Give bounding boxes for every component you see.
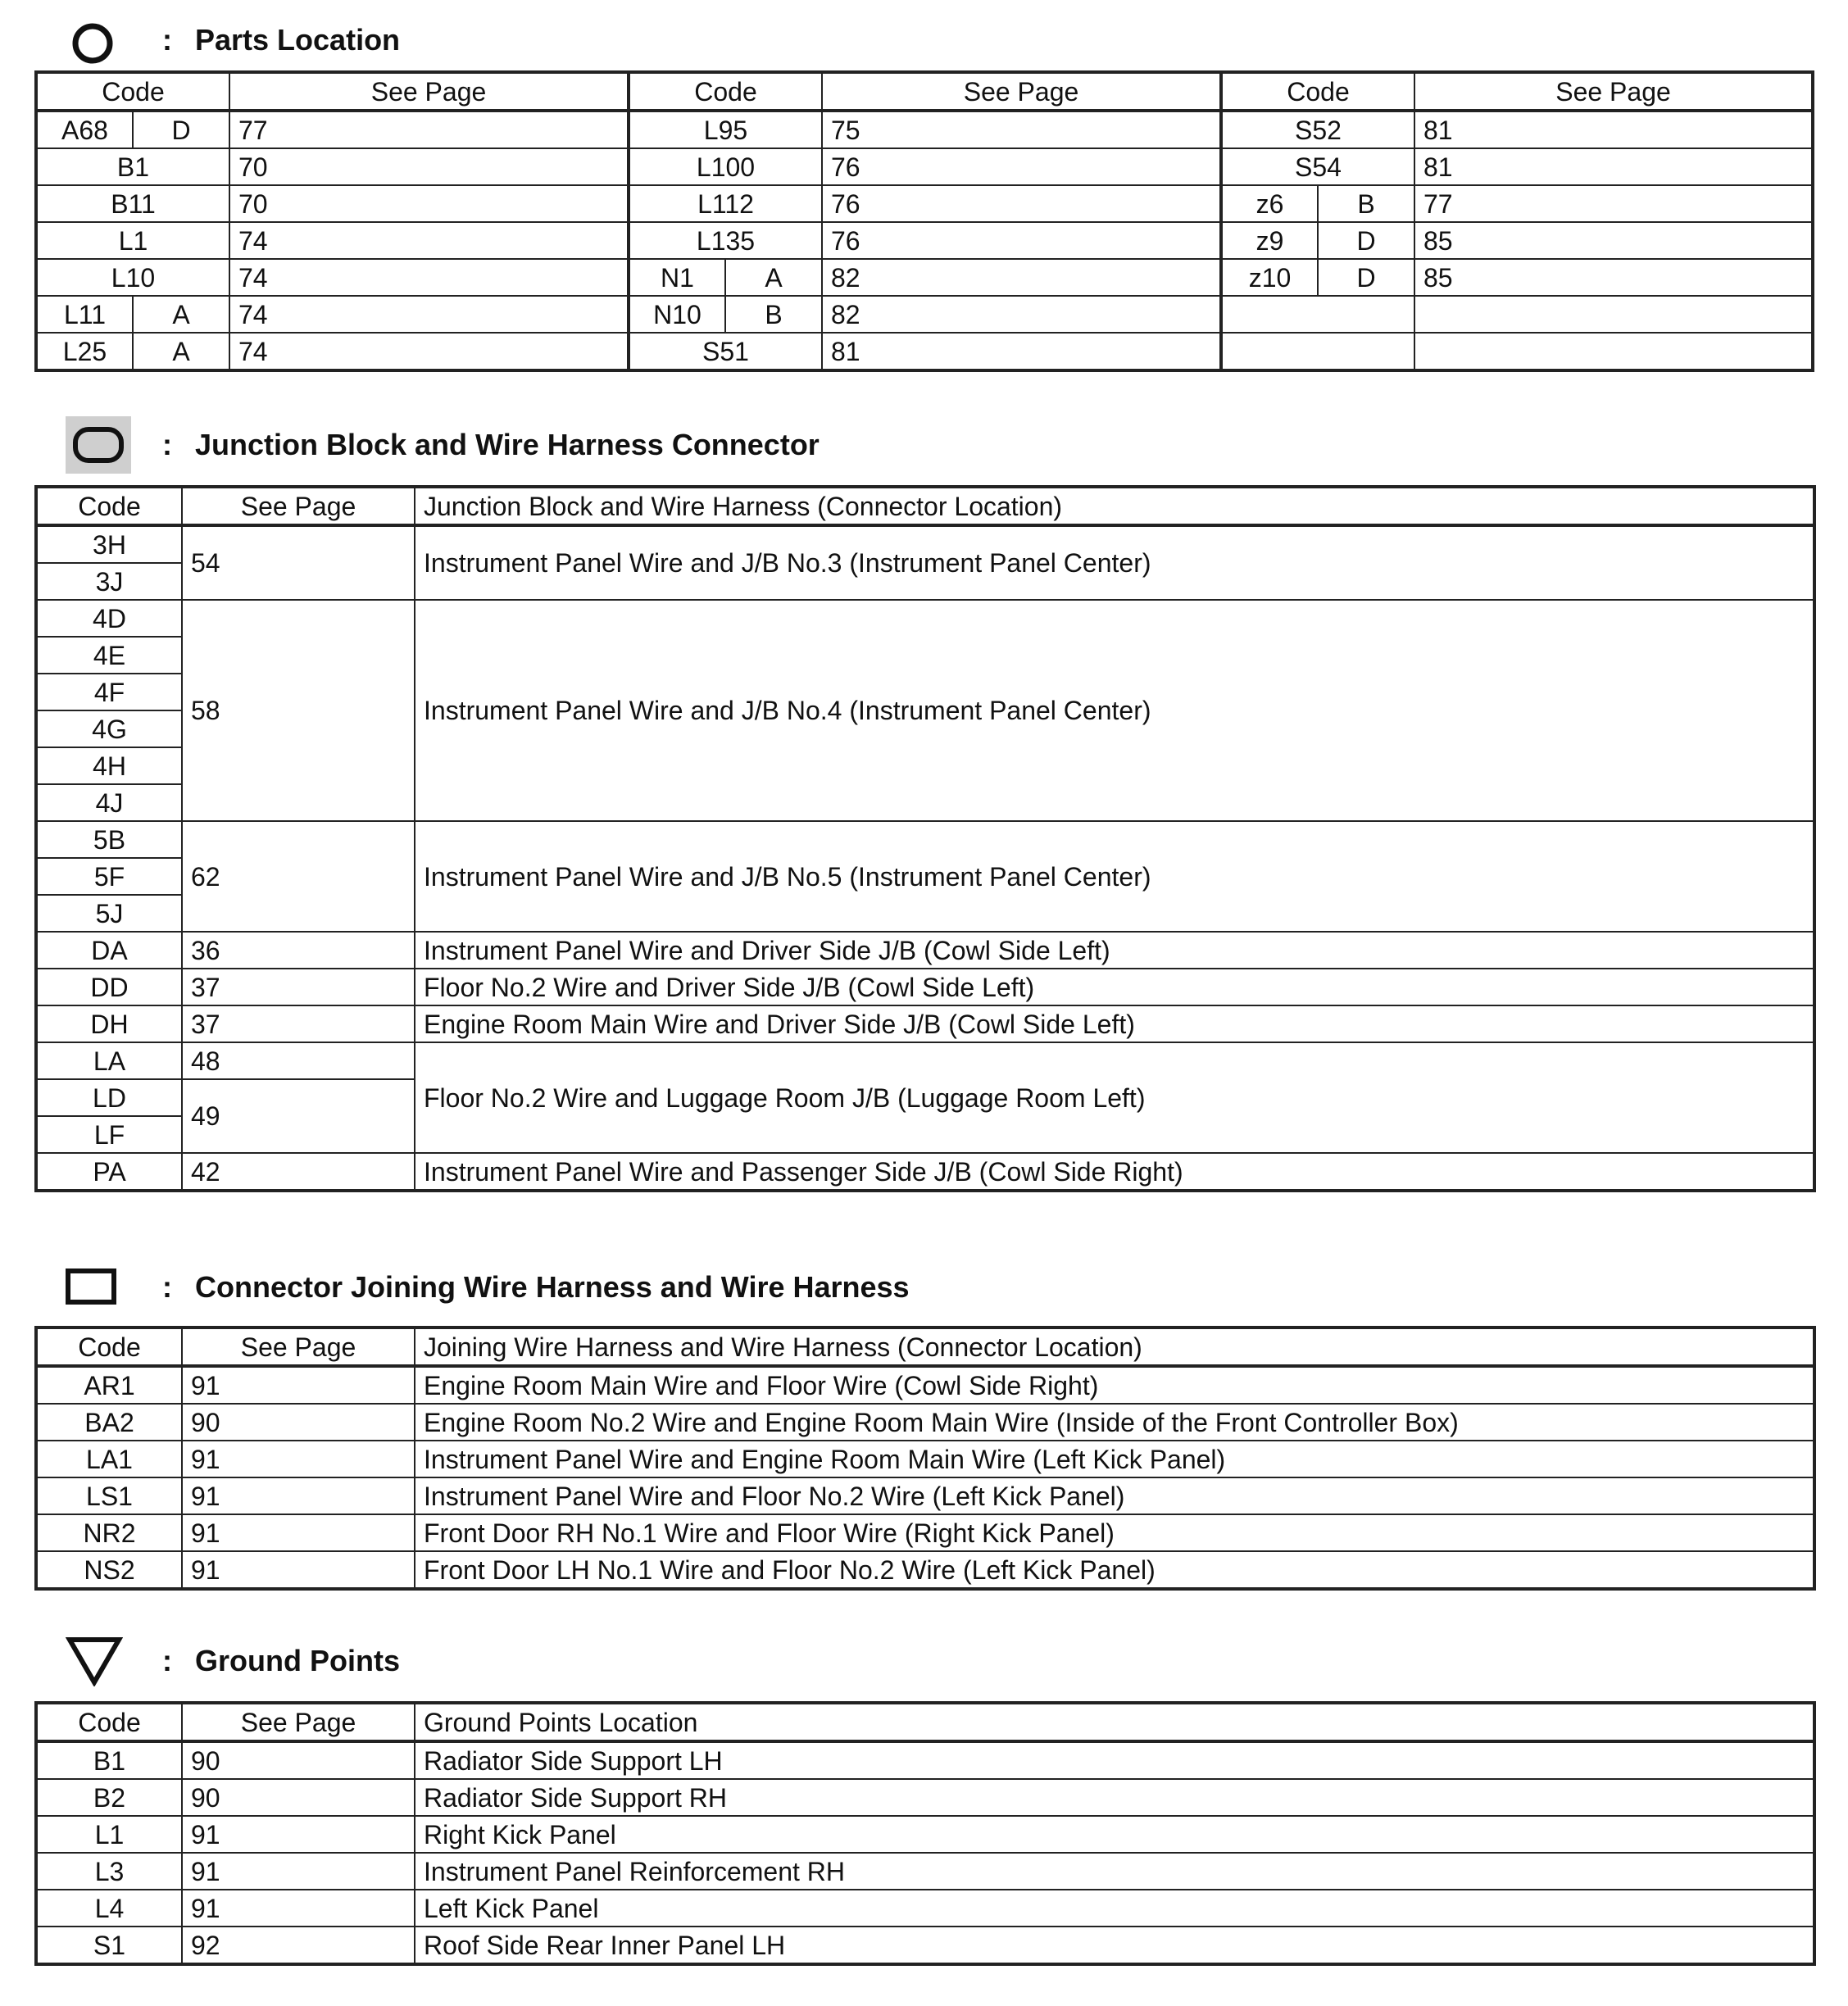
location-cell: Floor No.2 Wire and Luggage Room J/B (Luggage Room Left)	[415, 1042, 1814, 1153]
code-cell: LF	[36, 1116, 182, 1153]
parts-location-table	[34, 70, 1814, 372]
table-row	[36, 525, 1814, 563]
see-page-cell	[1414, 296, 1813, 333]
column-header-code: Code	[36, 72, 229, 111]
section-title: Ground Points	[195, 1644, 400, 1677]
connector-letter-cell: B	[725, 296, 822, 333]
column-header-location: Ground Points Location	[415, 1703, 1814, 1741]
code-cell: LA1	[36, 1441, 182, 1477]
see-page-cell: 91	[182, 1366, 415, 1404]
connector-letter-cell: D	[1318, 222, 1414, 259]
section-title: Connector Joining Wire Harness and Wire Harness	[195, 1270, 910, 1304]
code-cell: z9	[1221, 222, 1318, 259]
table-row	[36, 111, 1813, 148]
see-page-cell: 37	[182, 1005, 415, 1042]
code-cell	[1221, 333, 1414, 370]
triangle-symbol-icon	[66, 1636, 123, 1691]
location-cell: Engine Room Main Wire and Floor Wire (Cowl Side Right)	[415, 1366, 1814, 1404]
code-cell: 5F	[36, 858, 182, 895]
heading-colon: :	[162, 428, 172, 461]
location-cell: Instrument Panel Wire and Engine Room Main Wire (Left Kick Panel)	[415, 1441, 1814, 1477]
code-cell: B1	[36, 148, 229, 185]
code-cell: NR2	[36, 1514, 182, 1551]
column-header-location: Joining Wire Harness and Wire Harness (Connector Location)	[415, 1328, 1814, 1366]
see-page-cell: 90	[182, 1779, 415, 1816]
see-page-cell	[1414, 333, 1813, 370]
circle-symbol-icon	[70, 21, 115, 70]
location-cell: Instrument Panel Wire and J/B No.4 (Instrument Panel Center)	[415, 600, 1814, 821]
location-cell: Engine Room No.2 Wire and Engine Room Main Wire (Inside of the Front Controller Box)	[415, 1404, 1814, 1441]
header-row	[36, 1703, 1814, 1741]
connector-letter-cell: A	[133, 296, 229, 333]
see-page-cell: 85	[1414, 259, 1813, 296]
see-page-cell: 82	[822, 259, 1221, 296]
parts-location-heading	[0, 7, 1147, 72]
location-cell: Instrument Panel Wire and J/B No.3 (Instrument Panel Center)	[415, 525, 1814, 600]
code-cell: 5B	[36, 821, 182, 858]
location-cell: Instrument Panel Wire and Driver Side J/B (Cowl Side Left)	[415, 932, 1814, 969]
table-row	[36, 1853, 1814, 1890]
table-row	[36, 1890, 1814, 1927]
see-page-cell: 54	[182, 525, 415, 600]
connector-letter-cell: B	[1318, 185, 1414, 222]
see-page-cell: 85	[1414, 222, 1813, 259]
connector-joining-heading	[0, 1252, 1147, 1318]
see-page-cell: 76	[822, 222, 1221, 259]
table-row	[36, 821, 1814, 858]
rectangle-symbol-icon	[66, 1268, 116, 1309]
location-cell: Instrument Panel Reinforcement RH	[415, 1853, 1814, 1890]
code-cell: L135	[629, 222, 822, 259]
code-cell: S54	[1221, 148, 1414, 185]
see-page-cell: 62	[182, 821, 415, 932]
table-row	[36, 1741, 1814, 1779]
see-page-cell: 36	[182, 932, 415, 969]
code-cell: LS1	[36, 1477, 182, 1514]
table-row	[36, 1153, 1814, 1191]
connector-letter-cell: A	[133, 333, 229, 370]
code-cell: DD	[36, 969, 182, 1005]
see-page-cell: 74	[229, 259, 629, 296]
column-header-see-page: See Page	[229, 72, 629, 111]
code-cell: 4H	[36, 747, 182, 784]
column-header-see-page: See Page	[182, 1703, 415, 1741]
table-row	[36, 1514, 1814, 1551]
table-row	[36, 1441, 1814, 1477]
location-cell: Engine Room Main Wire and Driver Side J/B (Cowl Side Left)	[415, 1005, 1814, 1042]
location-cell: Right Kick Panel	[415, 1816, 1814, 1853]
header-row	[36, 72, 1813, 111]
see-page-cell: 58	[182, 600, 415, 821]
table-row	[36, 296, 1813, 333]
code-cell: 4F	[36, 674, 182, 710]
see-page-cell: 42	[182, 1153, 415, 1191]
heading-colon: :	[162, 1644, 172, 1677]
table-row	[36, 185, 1813, 222]
see-page-cell: 91	[182, 1477, 415, 1514]
column-header-see-page: See Page	[182, 1328, 415, 1366]
location-cell: Radiator Side Support LH	[415, 1741, 1814, 1779]
see-page-cell: 90	[182, 1741, 415, 1779]
table-row	[36, 969, 1814, 1005]
code-cell: L1	[36, 222, 229, 259]
see-page-cell: 74	[229, 333, 629, 370]
location-cell: Instrument Panel Wire and Floor No.2 Wire (Left Kick Panel)	[415, 1477, 1814, 1514]
table-row	[36, 932, 1814, 969]
code-cell: DH	[36, 1005, 182, 1042]
column-header-location: Junction Block and Wire Harness (Connector Location)	[415, 487, 1814, 525]
column-header-see-page: See Page	[1414, 72, 1813, 111]
code-cell: PA	[36, 1153, 182, 1191]
code-cell: S52	[1221, 111, 1414, 148]
code-cell: L1	[36, 1816, 182, 1853]
table-row	[36, 1404, 1814, 1441]
location-cell: Floor No.2 Wire and Driver Side J/B (Cowl Side Left)	[415, 969, 1814, 1005]
code-cell: L11	[36, 296, 133, 333]
junction-block-table	[34, 485, 1816, 1192]
code-cell: 3J	[36, 563, 182, 600]
column-header-see-page: See Page	[182, 487, 415, 525]
code-cell: L3	[36, 1853, 182, 1890]
ground-points-heading	[0, 1627, 1147, 1693]
code-cell: L10	[36, 259, 229, 296]
column-header-code: Code	[629, 72, 822, 111]
column-header-code: Code	[36, 1703, 182, 1741]
code-cell: L95	[629, 111, 822, 148]
code-cell: 4D	[36, 600, 182, 637]
table-row	[36, 222, 1813, 259]
column-header-see-page: See Page	[822, 72, 1221, 111]
heading-colon: :	[162, 1270, 172, 1304]
location-cell: Front Door RH No.1 Wire and Floor Wire (Right Kick Panel)	[415, 1514, 1814, 1551]
see-page-cell: 77	[1414, 185, 1813, 222]
code-cell: LD	[36, 1079, 182, 1116]
section-title: Parts Location	[195, 23, 401, 57]
see-page-cell: 75	[822, 111, 1221, 148]
code-cell: L112	[629, 185, 822, 222]
code-cell: 4J	[36, 784, 182, 821]
code-cell: L100	[629, 148, 822, 185]
heading-colon: :	[162, 23, 172, 57]
column-header-code: Code	[36, 1328, 182, 1366]
header-row	[36, 487, 1814, 525]
code-cell: AR1	[36, 1366, 182, 1404]
see-page-cell: 76	[822, 148, 1221, 185]
code-cell: 4G	[36, 710, 182, 747]
location-cell: Roof Side Rear Inner Panel LH	[415, 1927, 1814, 1964]
code-cell: A68	[36, 111, 133, 148]
see-page-cell: 90	[182, 1404, 415, 1441]
code-cell: B2	[36, 1779, 182, 1816]
code-cell: NS2	[36, 1551, 182, 1589]
code-cell: LA	[36, 1042, 182, 1079]
see-page-cell: 81	[822, 333, 1221, 370]
see-page-cell: 70	[229, 185, 629, 222]
code-cell: BA2	[36, 1404, 182, 1441]
see-page-cell: 91	[182, 1441, 415, 1477]
see-page-cell: 48	[182, 1042, 415, 1079]
table-row	[36, 1779, 1814, 1816]
see-page-cell: 70	[229, 148, 629, 185]
header-row	[36, 1328, 1814, 1366]
see-page-cell: 74	[229, 296, 629, 333]
see-page-cell: 74	[229, 222, 629, 259]
table-row	[36, 1477, 1814, 1514]
code-cell: S1	[36, 1927, 182, 1964]
code-cell: DA	[36, 932, 182, 969]
code-cell: 4E	[36, 637, 182, 674]
code-cell: 3H	[36, 525, 182, 563]
code-cell: B11	[36, 185, 229, 222]
table-row	[36, 1551, 1814, 1589]
column-header-code: Code	[1221, 72, 1414, 111]
see-page-cell: 91	[182, 1890, 415, 1927]
see-page-cell: 91	[182, 1853, 415, 1890]
rounded-rectangle-symbol-icon	[66, 416, 131, 478]
see-page-cell: 91	[182, 1514, 415, 1551]
column-header-code: Code	[36, 487, 182, 525]
table-row	[36, 1005, 1814, 1042]
see-page-cell: 92	[182, 1927, 415, 1964]
table-row	[36, 1366, 1814, 1404]
location-cell: Radiator Side Support RH	[415, 1779, 1814, 1816]
connector-letter-cell: A	[725, 259, 822, 296]
table-row	[36, 1042, 1814, 1079]
location-cell: Instrument Panel Wire and Passenger Side J/B (Cowl Side Right)	[415, 1153, 1814, 1191]
see-page-cell: 76	[822, 185, 1221, 222]
code-cell: L4	[36, 1890, 182, 1927]
code-cell: z10	[1221, 259, 1318, 296]
see-page-cell: 77	[229, 111, 629, 148]
see-page-cell: 81	[1414, 148, 1813, 185]
code-cell: B1	[36, 1741, 182, 1779]
ground-points-table	[34, 1701, 1816, 1966]
see-page-cell: 81	[1414, 111, 1813, 148]
see-page-cell: 49	[182, 1079, 415, 1153]
connector-joining-table	[34, 1326, 1816, 1591]
location-cell: Left Kick Panel	[415, 1890, 1814, 1927]
code-cell: L25	[36, 333, 133, 370]
connector-letter-cell: D	[133, 111, 229, 148]
location-cell: Instrument Panel Wire and J/B No.5 (Instrument Panel Center)	[415, 821, 1814, 932]
table-row	[36, 333, 1813, 370]
code-cell: N10	[629, 296, 725, 333]
connector-letter-cell: D	[1318, 259, 1414, 296]
section-title: Junction Block and Wire Harness Connector	[195, 428, 820, 461]
code-cell	[1221, 296, 1414, 333]
see-page-cell: 82	[822, 296, 1221, 333]
table-row	[36, 600, 1814, 637]
table-row	[36, 1816, 1814, 1853]
junction-block-heading	[0, 410, 1147, 475]
table-row	[36, 259, 1813, 296]
see-page-cell: 91	[182, 1816, 415, 1853]
table-row	[36, 148, 1813, 185]
table-row	[36, 1927, 1814, 1964]
code-cell: z6	[1221, 185, 1318, 222]
code-cell: N1	[629, 259, 725, 296]
code-cell: S51	[629, 333, 822, 370]
code-cell: 5J	[36, 895, 182, 932]
see-page-cell: 37	[182, 969, 415, 1005]
see-page-cell: 91	[182, 1551, 415, 1589]
location-cell: Front Door LH No.1 Wire and Floor No.2 Wire (Left Kick Panel)	[415, 1551, 1814, 1589]
